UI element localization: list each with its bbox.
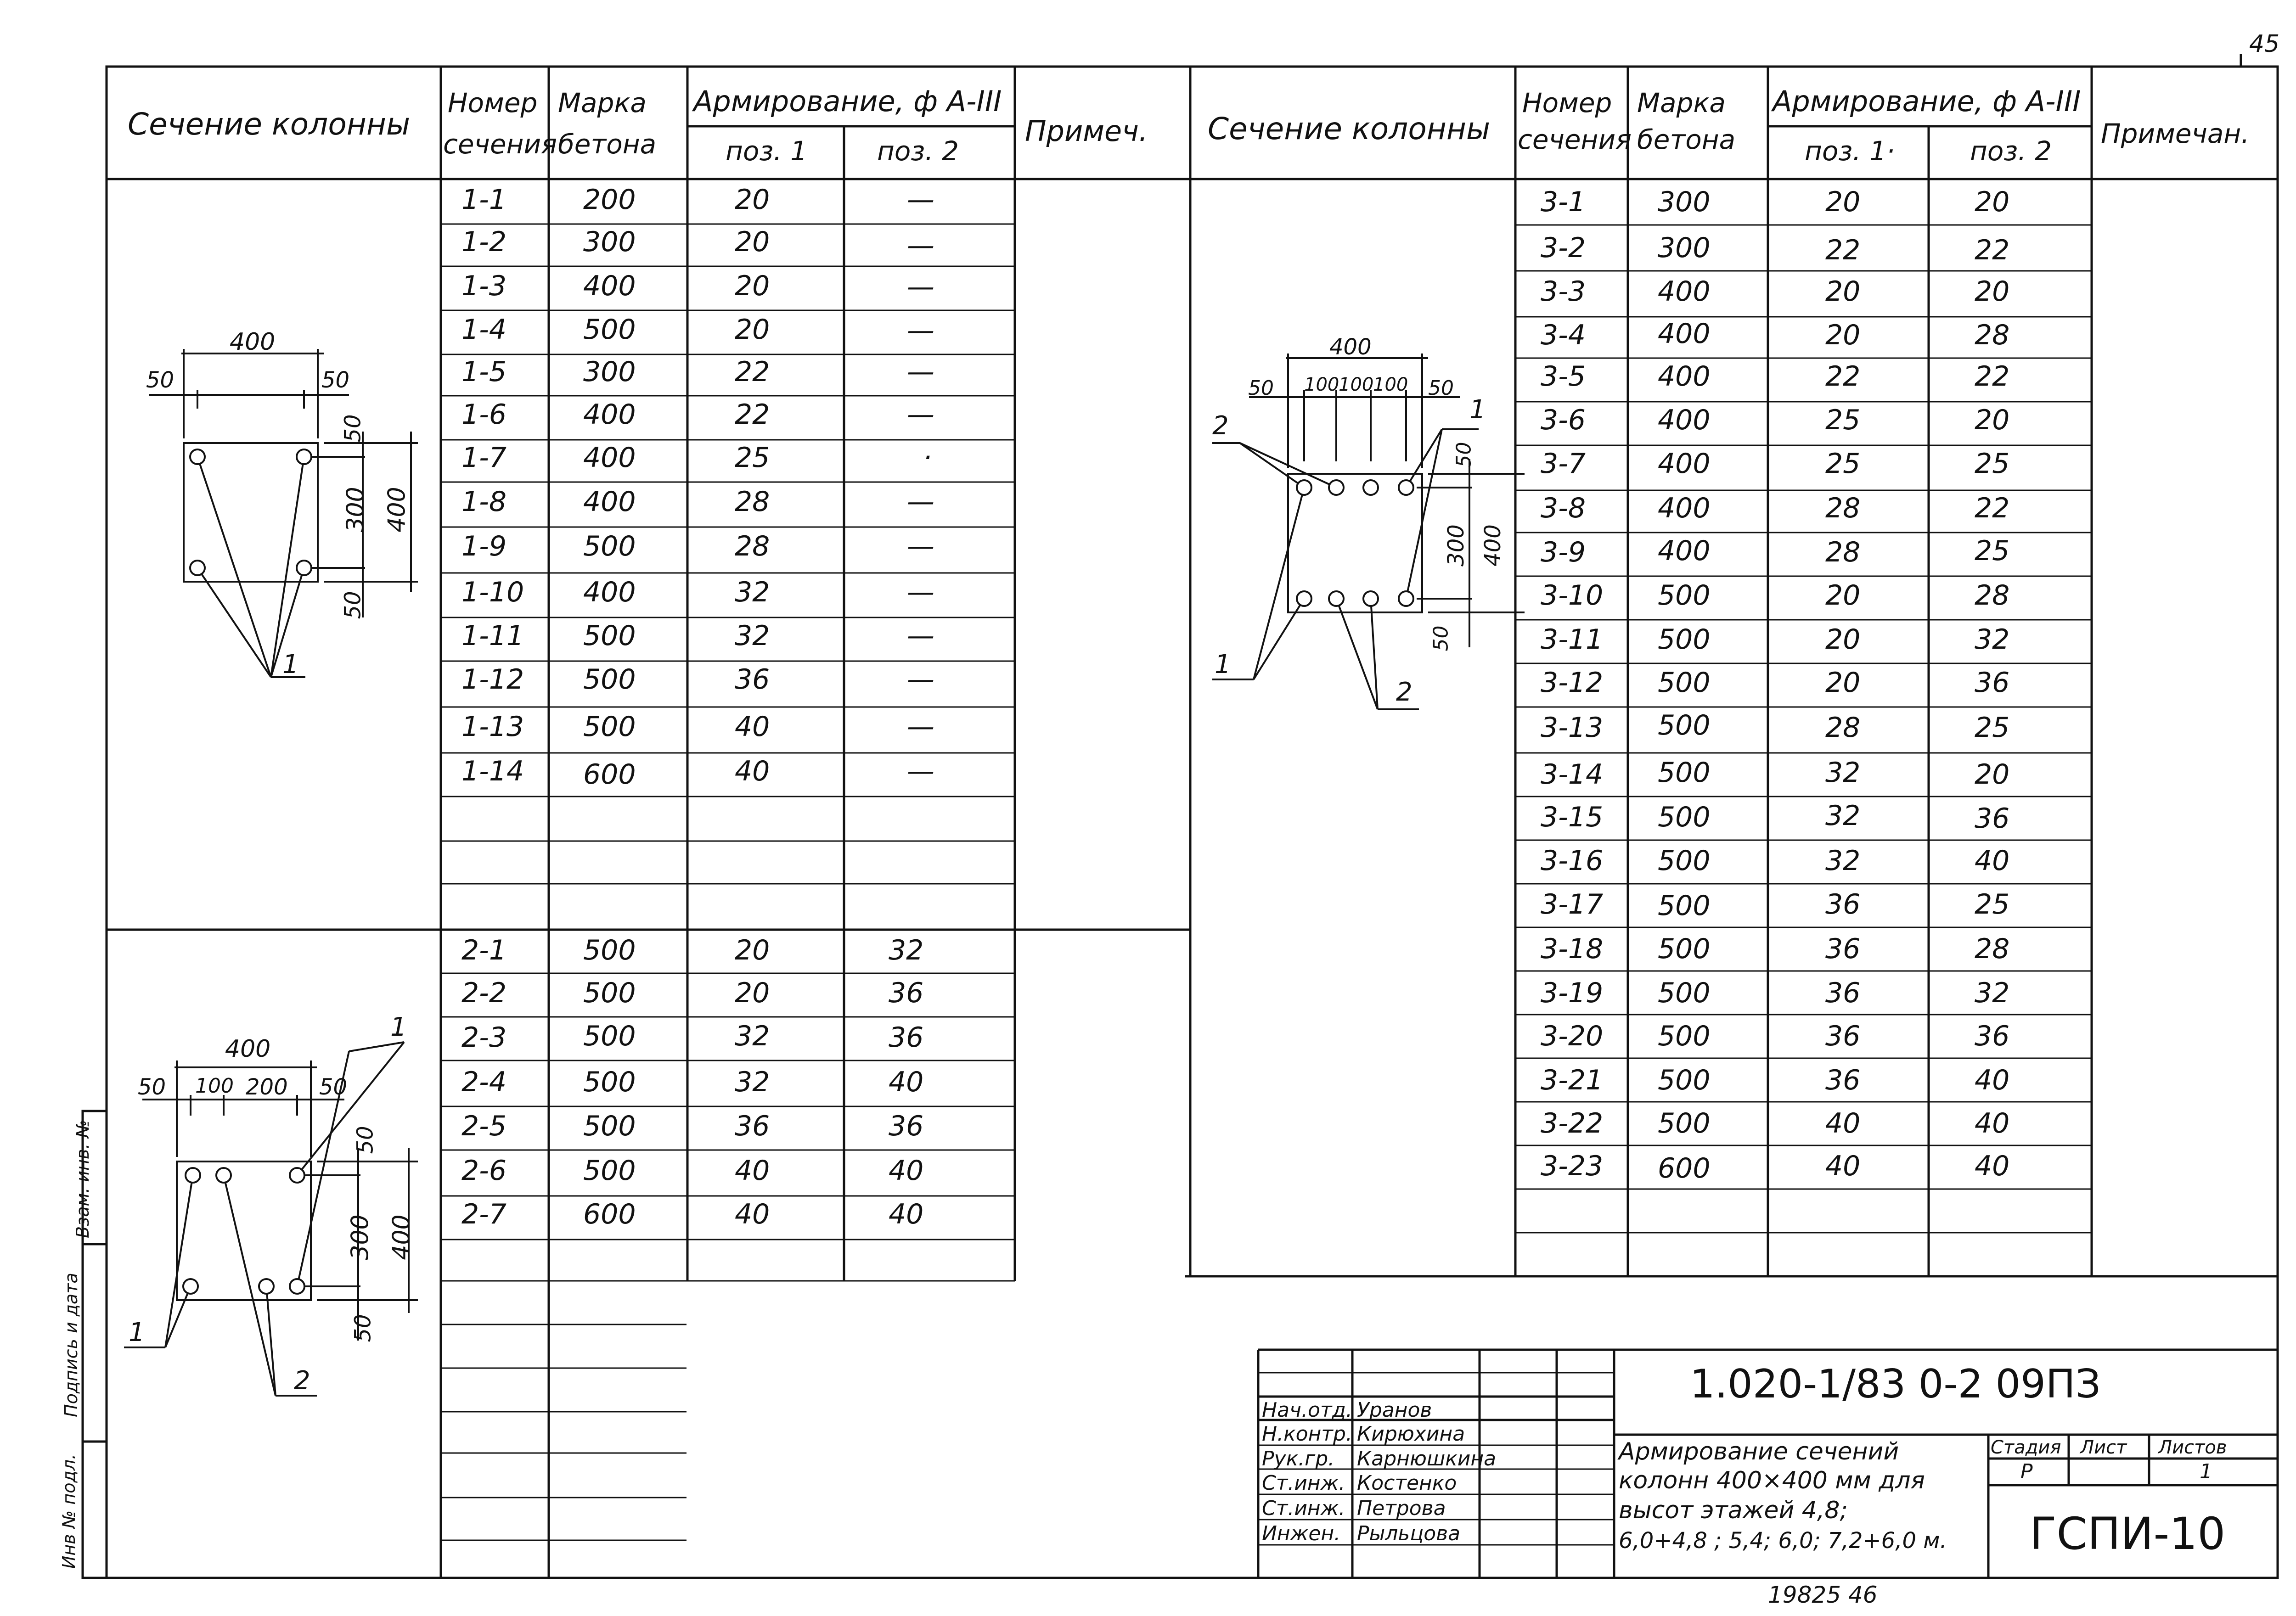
left-row-4-pos1: 20 — [735, 314, 770, 346]
right-row-23-pos2: 40 — [1975, 1150, 2010, 1182]
left-row-20-grade: 500 — [583, 1155, 636, 1187]
right-row-23-pos1: 40 — [1825, 1150, 1861, 1182]
right-row-19-number: 3-19 — [1541, 977, 1604, 1009]
right-row-9-pos2: 25 — [1975, 535, 2010, 567]
sec3-pos2-label: 2 — [1212, 411, 1229, 441]
right-row-4-pos1: 20 — [1825, 319, 1861, 351]
side-stamp-sign: Подпись и дата — [61, 1273, 81, 1417]
sec2-dim-top: 50 — [352, 1126, 378, 1154]
right-row-14-grade: 500 — [1658, 757, 1711, 789]
name-1: Уранов — [1357, 1398, 1432, 1422]
right-row-17-pos2: 25 — [1975, 888, 2010, 920]
name-2: Кирюхина — [1357, 1422, 1465, 1446]
sec3-pos1-label: 1 — [1469, 395, 1486, 425]
role-6: Инжен. — [1262, 1522, 1341, 1545]
left-row-2-pos2: — — [907, 230, 934, 262]
sec1-dim-middle: 300 — [342, 487, 370, 533]
right-row-13-grade: 500 — [1658, 709, 1711, 741]
sec1-pos-label: 1 — [282, 650, 299, 679]
right-row-19-pos1: 36 — [1825, 977, 1861, 1009]
sec2-dim-left-margin: 50 — [138, 1074, 166, 1100]
left-row-15-number: 2-1 — [461, 934, 506, 966]
left-row-15-pos1: 20 — [735, 934, 770, 966]
left-row-12-pos2: — — [907, 663, 934, 696]
stage-value: Р — [2020, 1460, 2033, 1483]
left-row-11-grade: 500 — [583, 620, 636, 652]
left-row-20-pos2: 40 — [889, 1155, 924, 1187]
sec1-dim-width: 400 — [230, 328, 276, 356]
left-row-19-pos1: 36 — [735, 1110, 770, 1142]
left-row-10-grade: 400 — [583, 576, 636, 608]
right-row-13-number: 3-13 — [1541, 712, 1604, 744]
right-row-21-number: 3-21 — [1541, 1064, 1604, 1096]
right-row-19-pos2: 32 — [1975, 977, 2010, 1009]
sec2-dim-right-margin: 50 — [319, 1074, 348, 1100]
right-row-11-number: 3-11 — [1541, 623, 1604, 656]
right-header-grade-l1: Марка — [1637, 87, 1726, 118]
left-row-12-grade: 500 — [583, 663, 636, 696]
left-row-4-number: 1-4 — [461, 314, 506, 346]
right-row-21-pos2: 40 — [1975, 1064, 2010, 1096]
left-row-7-pos1: 25 — [735, 442, 770, 474]
right-row-6-number: 3-6 — [1541, 404, 1586, 436]
right-row-15-grade: 500 — [1658, 801, 1711, 833]
document-code: 1.020-1/83 0-2 09ПЗ — [1690, 1361, 2101, 1407]
right-row-18-pos2: 28 — [1975, 933, 2010, 965]
right-row-20-grade: 500 — [1658, 1020, 1711, 1052]
left-row-16-number: 2-2 — [461, 977, 506, 1009]
right-row-2-pos1: 22 — [1825, 234, 1861, 266]
left-row-8-pos2: — — [907, 486, 934, 518]
right-row-22-pos1: 40 — [1825, 1107, 1861, 1139]
right-row-6-pos2: 20 — [1975, 404, 2010, 436]
left-row-21-number: 2-7 — [461, 1198, 506, 1230]
sheets-value: 1 — [2200, 1460, 2212, 1483]
left-row-13-number: 1-13 — [461, 711, 524, 743]
left-header-section: Сечение колонны — [128, 107, 411, 142]
right-row-4-grade: 400 — [1658, 318, 1711, 350]
right-row-8-grade: 400 — [1658, 492, 1711, 524]
right-row-11-grade: 500 — [1658, 623, 1711, 656]
right-row-5-pos2: 22 — [1975, 360, 2010, 393]
left-row-13-grade: 500 — [583, 711, 636, 743]
sec3-pos2b-label: 2 — [1396, 677, 1412, 707]
left-row-12-number: 1-12 — [461, 663, 524, 696]
left-row-5-pos1: 22 — [735, 356, 770, 388]
left-row-20-pos1: 40 — [735, 1155, 770, 1187]
left-row-1-number: 1-1 — [461, 184, 506, 216]
right-row-1-grade: 300 — [1658, 186, 1711, 218]
sec1-dim-height: 400 — [383, 487, 411, 533]
right-row-22-number: 3-22 — [1541, 1107, 1604, 1139]
left-row-6-number: 1-6 — [461, 398, 506, 431]
right-header-number-l1: Номер — [1522, 87, 1612, 118]
left-row-10-pos2: — — [907, 576, 934, 608]
left-row-1-pos1: 20 — [735, 184, 770, 216]
left-row-3-grade: 400 — [583, 270, 636, 302]
right-row-10-pos2: 28 — [1975, 579, 2010, 612]
right-row-9-number: 3-9 — [1541, 536, 1586, 568]
left-row-17-number: 2-3 — [461, 1021, 506, 1054]
left-row-11-pos2: — — [907, 620, 934, 652]
right-header-section: Сечение колонны — [1208, 111, 1491, 146]
right-row-18-grade: 500 — [1658, 933, 1711, 965]
sec3-dim-width: 400 — [1329, 334, 1372, 360]
left-row-2-grade: 300 — [583, 226, 636, 258]
left-row-6-pos2: — — [907, 398, 934, 431]
description-line-4: 6,0+4,8 ; 5,4; 6,0; 7,2+6,0 м. — [1619, 1528, 1947, 1554]
sec3-dim-b: 100 — [1339, 374, 1374, 395]
left-row-18-pos2: 40 — [889, 1066, 924, 1098]
left-row-6-grade: 400 — [583, 398, 636, 431]
right-row-14-pos2: 20 — [1975, 758, 2010, 791]
left-row-19-grade: 500 — [583, 1110, 636, 1142]
left-row-20-number: 2-6 — [461, 1155, 506, 1187]
left-row-9-pos2: — — [907, 530, 934, 562]
sec2-dim-bottom: 50 — [350, 1314, 376, 1342]
name-5: Петрова — [1357, 1497, 1446, 1520]
right-row-23-number: 3-23 — [1541, 1150, 1604, 1182]
right-row-12-pos2: 36 — [1975, 667, 2010, 699]
right-row-9-pos1: 28 — [1825, 536, 1861, 568]
left-row-12-pos1: 36 — [735, 663, 770, 696]
right-row-10-grade: 500 — [1658, 579, 1711, 612]
right-row-8-pos2: 22 — [1975, 492, 2010, 524]
left-row-11-pos1: 32 — [735, 620, 770, 652]
sec3-dim-top: 50 — [1452, 442, 1476, 468]
left-row-8-grade: 400 — [583, 486, 636, 518]
right-row-22-pos2: 40 — [1975, 1107, 2010, 1139]
sec2-dim-width: 400 — [225, 1035, 271, 1063]
right-row-22-grade: 500 — [1658, 1107, 1711, 1139]
right-row-18-pos1: 36 — [1825, 933, 1861, 965]
left-row-13-pos2: — — [907, 711, 934, 743]
left-row-5-number: 1-5 — [461, 356, 506, 388]
left-row-13-pos1: 40 — [735, 711, 770, 743]
right-row-19-grade: 500 — [1658, 977, 1711, 1009]
right-row-12-number: 3-12 — [1541, 667, 1604, 699]
right-row-6-grade: 400 — [1658, 404, 1711, 436]
left-row-14-grade: 600 — [583, 758, 636, 791]
sec3-dim-left-margin: 50 — [1248, 376, 1274, 400]
name-3: Карнюшкина — [1357, 1447, 1497, 1470]
sheets-header: Листов — [2158, 1437, 2227, 1458]
left-row-9-pos1: 28 — [735, 530, 770, 562]
left-row-9-number: 1-9 — [461, 530, 506, 562]
sheet-header: Лист — [2080, 1437, 2127, 1458]
left-row-15-pos2: 32 — [889, 934, 924, 966]
left-row-19-pos2: 36 — [889, 1110, 924, 1142]
right-row-11-pos1: 20 — [1825, 623, 1861, 656]
right-row-3-number: 3-3 — [1541, 275, 1586, 308]
left-header-number-l1: Номер — [448, 87, 538, 118]
side-stamp-inv: Инв № подл. — [59, 1453, 79, 1569]
description-line-2: колонн 400×400 мм для — [1619, 1467, 1925, 1494]
side-stamp-replace: Взам. инв. № — [73, 1119, 93, 1238]
right-row-5-number: 3-5 — [1541, 360, 1586, 393]
left-row-7-pos2: · — [923, 442, 932, 474]
organization: ГСПИ-10 — [2030, 1508, 2226, 1560]
left-header-grade-l1: Марка — [558, 87, 647, 118]
sec3-pos1b-label: 1 — [1215, 650, 1231, 679]
name-6: Рыльцова — [1357, 1522, 1461, 1545]
left-row-18-pos1: 32 — [735, 1066, 770, 1098]
right-row-10-pos1: 20 — [1825, 579, 1861, 612]
left-row-18-grade: 500 — [583, 1066, 636, 1098]
left-header-pos2: поз. 2 — [877, 135, 959, 167]
right-row-7-pos2: 25 — [1975, 448, 2010, 480]
right-row-2-number: 3-2 — [1541, 232, 1586, 264]
left-row-8-pos1: 28 — [735, 486, 770, 518]
sec3-dim-bottom: 50 — [1429, 625, 1453, 651]
role-3: Рук.гр. — [1262, 1447, 1335, 1470]
left-row-2-pos1: 20 — [735, 226, 770, 258]
right-row-21-grade: 500 — [1658, 1064, 1711, 1096]
right-row-1-pos1: 20 — [1825, 186, 1861, 218]
right-row-7-grade: 400 — [1658, 448, 1711, 480]
role-5: Ст.инж. — [1262, 1497, 1345, 1520]
left-row-21-pos1: 40 — [735, 1198, 770, 1230]
right-row-13-pos1: 28 — [1825, 712, 1861, 744]
left-row-19-number: 2-5 — [461, 1110, 506, 1142]
left-row-4-grade: 500 — [583, 314, 636, 346]
left-row-10-number: 1-10 — [461, 576, 524, 608]
sec1-dim-top: 50 — [340, 414, 366, 443]
right-row-17-number: 3-17 — [1541, 888, 1604, 920]
left-row-1-pos2: — — [907, 184, 934, 216]
sec3-dim-right-margin: 50 — [1428, 376, 1454, 400]
sec3-dim-a: 100 — [1304, 374, 1339, 395]
right-row-8-number: 3-8 — [1541, 492, 1586, 524]
left-header-reinforcement: Армирование, ф А-III — [693, 84, 1002, 118]
role-1: Нач.отд. — [1262, 1398, 1352, 1422]
left-row-7-number: 1-7 — [461, 442, 506, 474]
left-row-17-pos1: 32 — [735, 1020, 770, 1052]
right-row-15-pos2: 36 — [1975, 802, 2010, 835]
right-row-2-grade: 300 — [1658, 232, 1711, 264]
right-row-20-pos2: 36 — [1975, 1020, 2010, 1052]
right-row-16-number: 3-16 — [1541, 845, 1604, 877]
left-row-16-pos2: 36 — [889, 977, 924, 1009]
right-row-9-grade: 400 — [1658, 535, 1711, 567]
right-row-7-number: 3-7 — [1541, 448, 1586, 480]
left-row-14-number: 1-14 — [461, 755, 524, 787]
right-row-15-pos1: 32 — [1825, 800, 1861, 832]
right-row-10-number: 3-10 — [1541, 579, 1604, 612]
left-row-4-pos2: — — [907, 314, 934, 347]
right-row-20-number: 3-20 — [1541, 1020, 1604, 1052]
description-line-1: Армирование сечений — [1619, 1438, 1899, 1465]
right-row-5-pos1: 22 — [1825, 360, 1861, 393]
left-row-21-grade: 600 — [583, 1198, 636, 1230]
left-row-3-pos2: — — [907, 271, 934, 303]
left-row-5-pos2: — — [907, 356, 934, 388]
left-header-grade-l2: бетона — [558, 129, 657, 160]
right-row-1-pos2: 20 — [1975, 186, 2010, 218]
right-row-12-pos1: 20 — [1825, 667, 1861, 699]
right-row-16-pos2: 40 — [1975, 845, 2010, 877]
sec1-dim-left-margin: 50 — [146, 367, 174, 393]
left-row-9-grade: 500 — [583, 530, 636, 562]
right-row-17-grade: 500 — [1658, 890, 1711, 922]
left-row-14-pos2: — — [907, 755, 934, 787]
right-row-16-pos1: 32 — [1825, 845, 1861, 877]
left-row-3-pos1: 20 — [735, 270, 770, 302]
right-row-12-grade: 500 — [1658, 667, 1711, 699]
right-row-13-pos2: 25 — [1975, 712, 2010, 744]
left-row-17-grade: 500 — [583, 1020, 636, 1052]
sec2-pos1-label: 1 — [390, 1012, 407, 1042]
left-row-7-grade: 400 — [583, 442, 636, 474]
left-row-6-pos1: 22 — [735, 398, 770, 431]
sec2-dim-middle: 300 — [346, 1214, 374, 1260]
role-2: Н.контр. — [1262, 1422, 1352, 1446]
left-row-8-number: 1-8 — [461, 486, 506, 518]
left-row-16-grade: 500 — [583, 977, 636, 1009]
left-row-2-number: 1-2 — [461, 226, 506, 258]
right-row-17-pos1: 36 — [1825, 888, 1861, 920]
right-row-2-pos2: 22 — [1975, 234, 2010, 266]
right-row-14-pos1: 32 — [1825, 757, 1861, 789]
left-row-15-grade: 500 — [583, 934, 636, 966]
right-row-6-pos1: 25 — [1825, 404, 1861, 436]
right-row-4-number: 3-4 — [1541, 319, 1586, 351]
right-row-16-grade: 500 — [1658, 845, 1711, 877]
right-row-18-number: 3-18 — [1541, 933, 1604, 965]
left-row-1-grade: 200 — [583, 184, 636, 216]
left-row-11-number: 1-11 — [461, 620, 524, 652]
right-header-reinforcement: Армирование, ф А-III — [1773, 84, 2081, 118]
sec1-dim-bottom: 50 — [340, 591, 366, 619]
name-4: Костенко — [1357, 1471, 1457, 1495]
right-header-pos2: поз. 2 — [1970, 135, 2052, 167]
left-header-pos1: поз. 1 — [726, 135, 808, 167]
right-row-14-number: 3-14 — [1541, 758, 1604, 791]
page-number: 45 — [2249, 30, 2280, 58]
right-row-4-pos2: 28 — [1975, 319, 2010, 351]
footer-number: 19825 46 — [1768, 1582, 1878, 1608]
right-row-15-number: 3-15 — [1541, 801, 1604, 833]
role-4: Ст.инж. — [1262, 1471, 1345, 1495]
right-row-1-number: 3-1 — [1541, 186, 1586, 218]
section-1-drawing — [149, 349, 418, 677]
sec1-dim-right-margin: 50 — [321, 367, 350, 393]
right-row-5-grade: 400 — [1658, 360, 1711, 393]
right-row-8-pos1: 28 — [1825, 492, 1861, 524]
right-row-20-pos1: 36 — [1825, 1020, 1861, 1052]
right-row-3-pos2: 20 — [1975, 275, 2010, 308]
right-row-3-grade: 400 — [1658, 275, 1711, 308]
sec3-dim-middle: 300 — [1443, 524, 1469, 567]
left-header-note: Примеч. — [1025, 114, 1148, 148]
right-header-number-l2: сечения — [1518, 124, 1632, 155]
left-row-5-grade: 300 — [583, 356, 636, 388]
left-row-10-pos1: 32 — [735, 576, 770, 608]
left-row-16-pos1: 20 — [735, 977, 770, 1009]
sec2-pos1b-label: 1 — [129, 1318, 145, 1347]
description-line-3: высот этажей 4,8; — [1619, 1497, 1848, 1524]
sec2-dim-height: 400 — [388, 1214, 416, 1260]
right-header-pos1: поз. 1· — [1805, 135, 1895, 167]
sec2-dim-a: 100 — [195, 1074, 234, 1098]
left-row-3-number: 1-3 — [461, 270, 506, 302]
right-row-3-pos1: 20 — [1825, 275, 1861, 308]
left-row-18-number: 2-4 — [461, 1066, 506, 1098]
sec2-pos2-label: 2 — [294, 1366, 310, 1396]
left-row-14-pos1: 40 — [735, 755, 770, 787]
sec2-dim-b: 200 — [246, 1074, 288, 1100]
right-header-note: Примечан. — [2101, 118, 2250, 149]
right-row-7-pos1: 25 — [1825, 448, 1861, 480]
right-row-23-grade: 600 — [1658, 1152, 1711, 1184]
left-row-21-pos2: 40 — [889, 1198, 924, 1230]
sec3-dim-c: 100 — [1373, 374, 1408, 395]
right-header-grade-l2: бетона — [1637, 124, 1736, 155]
right-row-11-pos2: 32 — [1975, 623, 2010, 656]
left-header-number-l2: сечения — [443, 129, 557, 160]
stage-header: Стадия — [1991, 1437, 2061, 1458]
right-row-21-pos1: 36 — [1825, 1064, 1861, 1096]
sec3-dim-height: 400 — [1480, 524, 1506, 567]
left-row-17-pos2: 36 — [889, 1021, 924, 1054]
